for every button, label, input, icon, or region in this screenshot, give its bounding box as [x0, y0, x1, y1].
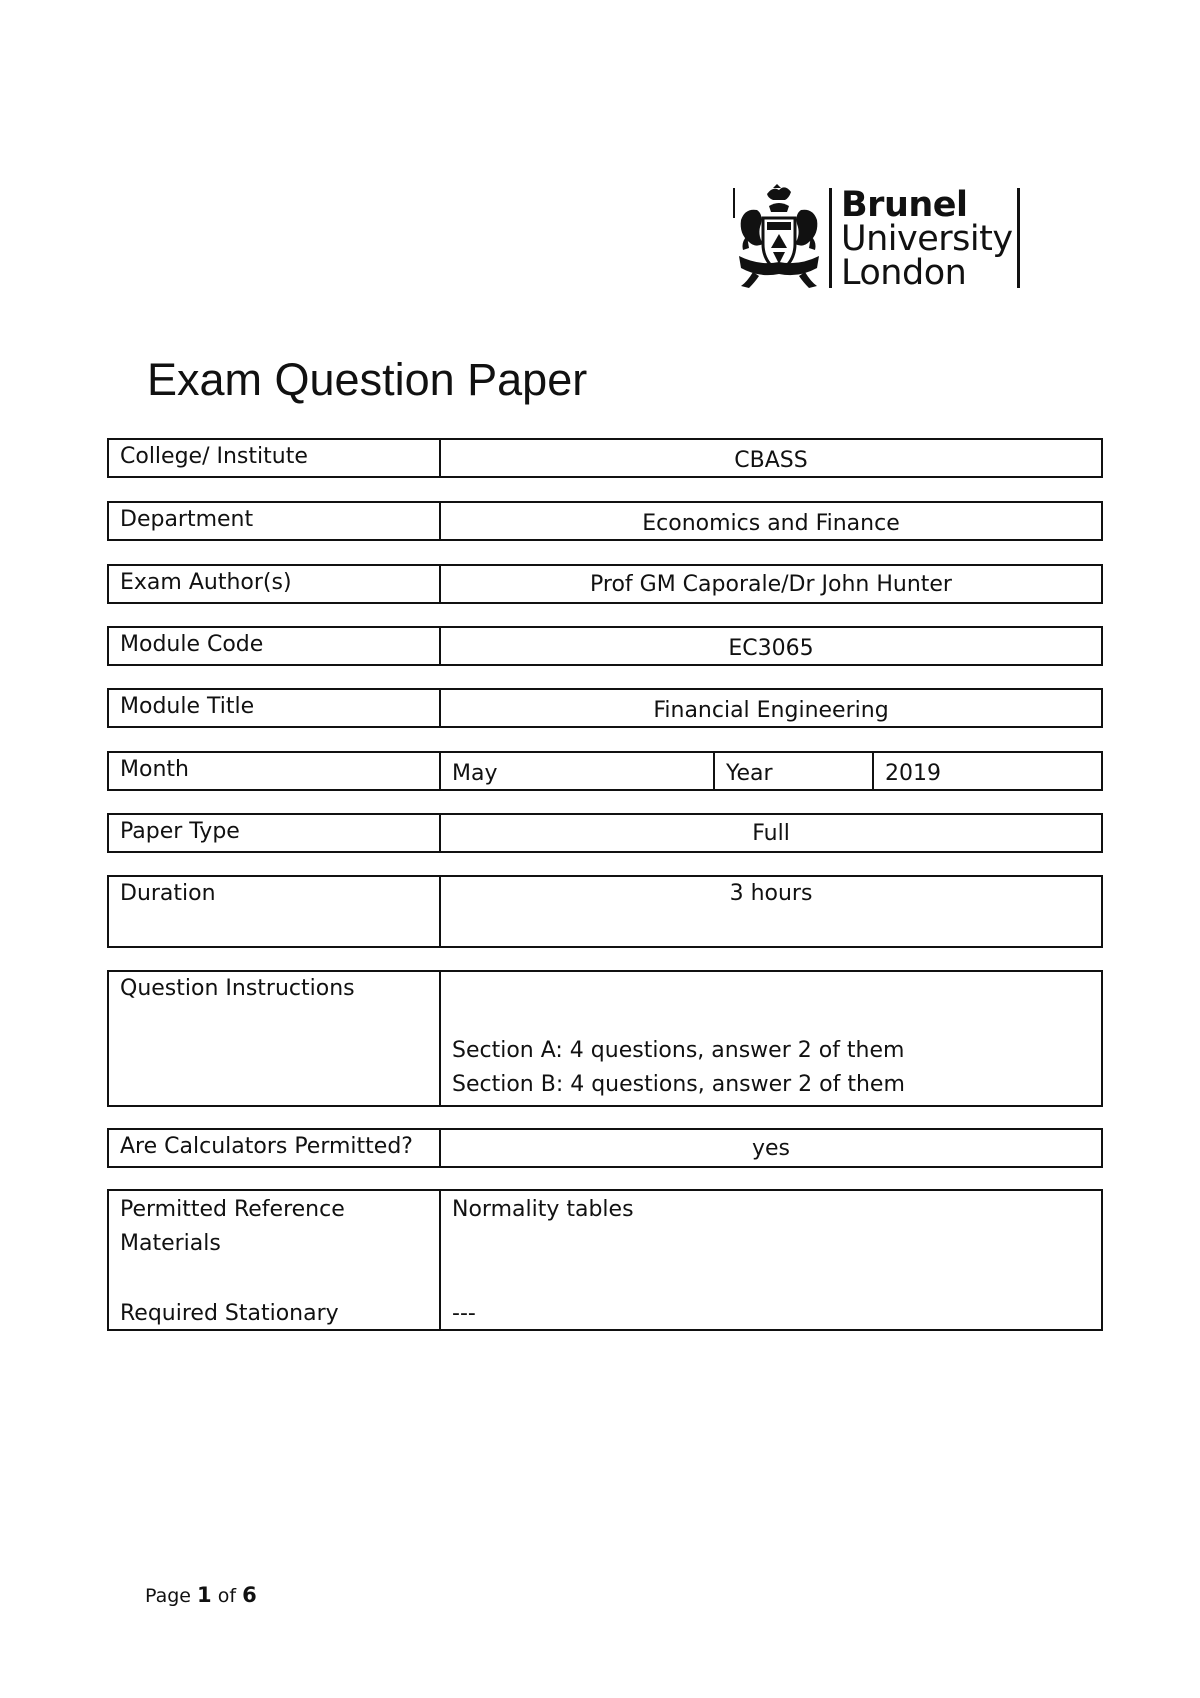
row-module-title — [107, 688, 1103, 728]
row-materials — [107, 1189, 1103, 1331]
value-duration: 3 hours — [439, 875, 1103, 948]
value-module-code: EC3065 — [439, 626, 1103, 666]
label-module-code: Module Code — [107, 626, 441, 666]
value-reference-materials: Normality tables — [452, 1197, 634, 1222]
label-module-title: Module Title — [107, 688, 441, 728]
value-materials — [439, 1189, 1103, 1331]
row-duration — [107, 875, 1103, 948]
value-department: Economics and Finance — [439, 501, 1103, 541]
row-department — [107, 501, 1103, 541]
logo-line-london: London — [841, 253, 967, 293]
brunel-logo — [733, 184, 1023, 294]
row-calculators — [107, 1128, 1103, 1168]
label-year: Year — [713, 751, 874, 791]
row-instructions — [107, 970, 1103, 1107]
page-footer — [145, 1583, 257, 1607]
value-stationary: --- — [452, 1301, 476, 1326]
label-materials-line2: Materials — [120, 1231, 221, 1256]
value-month: May — [439, 751, 715, 791]
footer-page-current: 1 — [197, 1583, 212, 1607]
row-paper-type — [107, 813, 1103, 853]
logo-line-university: University — [841, 219, 1013, 259]
label-authors: Exam Author(s) — [107, 564, 441, 604]
value-authors: Prof GM Caporale/Dr John Hunter — [439, 564, 1103, 604]
logo-line-brunel: Brunel — [841, 185, 968, 225]
footer-page-total: 6 — [242, 1583, 257, 1607]
label-department: Department — [107, 501, 441, 541]
value-instructions — [439, 970, 1103, 1107]
instruction-line-section-a: Section A: 4 questions, answer 2 of them — [452, 1038, 905, 1063]
row-month-year — [107, 751, 1103, 791]
label-month: Month — [107, 751, 441, 791]
label-college: College/ Institute — [107, 438, 441, 478]
label-stationary: Required Stationary — [120, 1301, 339, 1326]
value-calculators: yes — [439, 1128, 1103, 1168]
label-materials-line1: Permitted Reference — [120, 1197, 345, 1222]
instruction-line-section-b: Section B: 4 questions, answer 2 of them — [452, 1072, 905, 1097]
label-calculators: Are Calculators Permitted? — [107, 1128, 441, 1168]
value-year: 2019 — [872, 751, 1103, 791]
label-instructions: Question Instructions — [107, 970, 441, 1107]
footer-page-prefix: Page — [145, 1585, 191, 1607]
value-paper-type: Full — [439, 813, 1103, 853]
page-title: Exam Question Paper — [147, 354, 588, 405]
label-duration: Duration — [107, 875, 441, 948]
value-college: CBASS — [439, 438, 1103, 478]
crest-icon — [733, 184, 825, 290]
row-college — [107, 438, 1103, 478]
value-module-title: Financial Engineering — [439, 688, 1103, 728]
label-materials — [107, 1189, 441, 1331]
row-module-code — [107, 626, 1103, 666]
row-authors — [107, 564, 1103, 604]
label-paper-type: Paper Type — [107, 813, 441, 853]
footer-page-of: of — [217, 1585, 237, 1607]
